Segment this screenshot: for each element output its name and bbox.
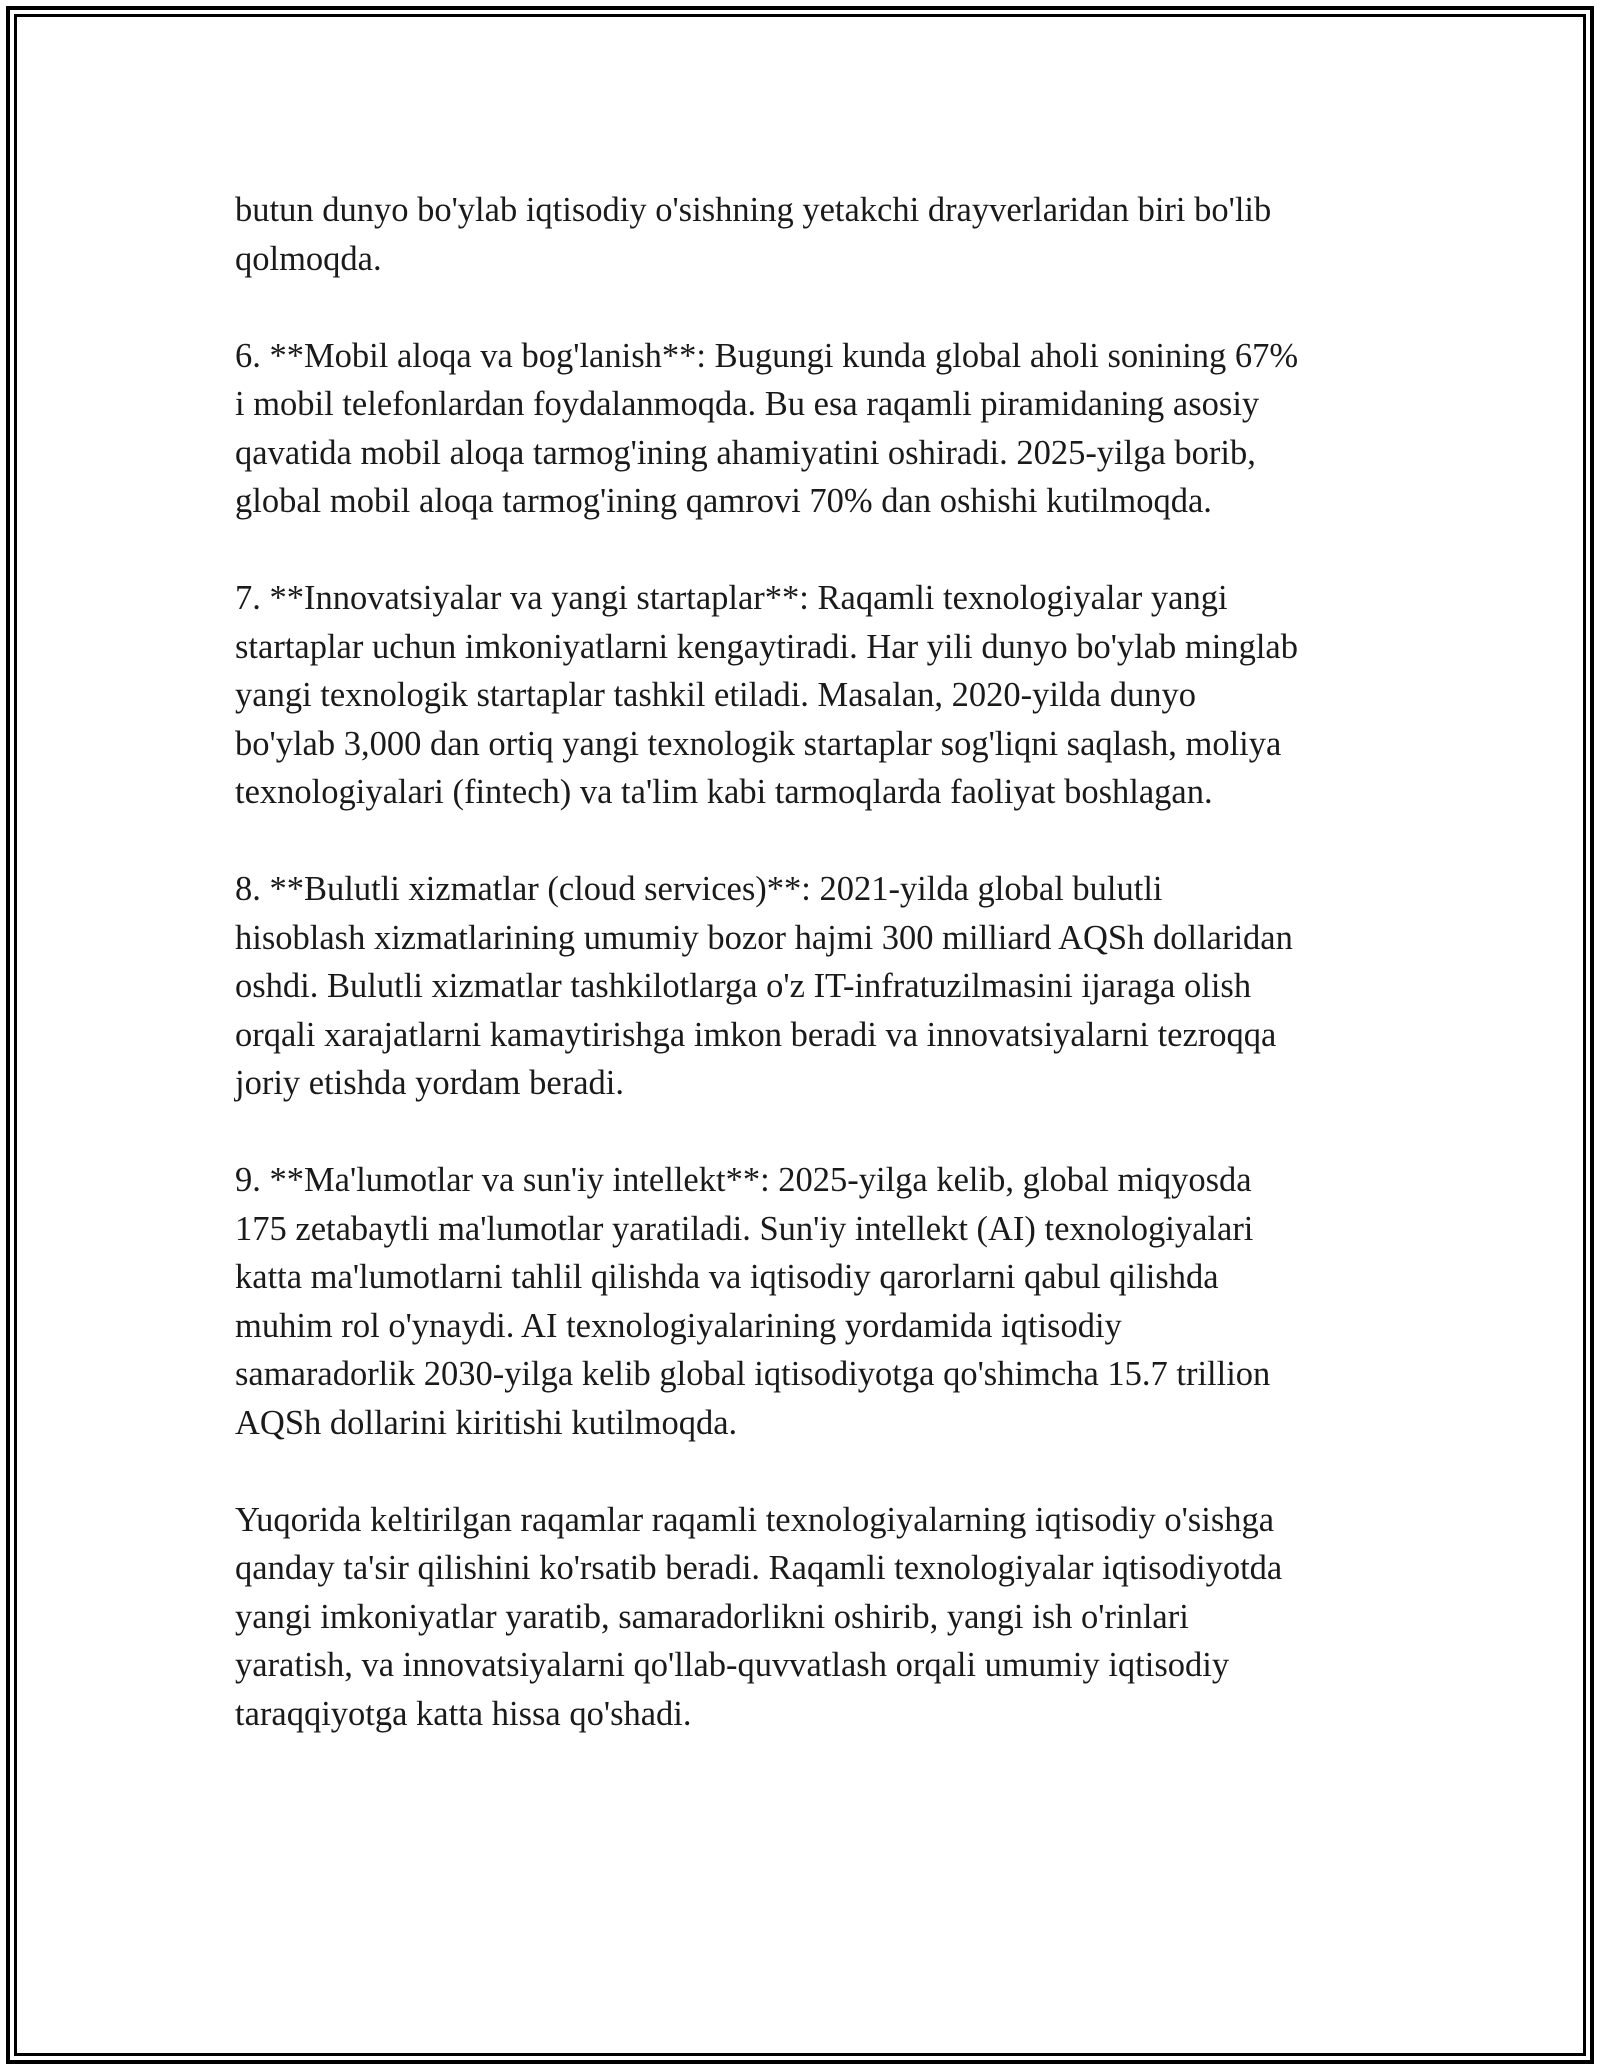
text-line: 6. **Mobil aloqa va bog'lanish**: Bugungi kunda global aholi sonining 67%: [235, 336, 1299, 375]
text-line: katta ma'lumotlarni tahlil qilishda va iqtisodiy qarorlarni qabul qilishda: [235, 1258, 1219, 1296]
text-line: 175 zetabaytli ma'lumotlar yaratiladi. Sun'iy intellekt (AI) texnologiyalari: [235, 1209, 1254, 1248]
text-line: 9. **Ma'lumotlar va sun'iy intellekt**: 2025-yilga kelib, global miqyosda: [235, 1161, 1252, 1199]
text-line: taraqqiyotga katta hissa qo'shadi.: [235, 1694, 692, 1733]
text-line: yaratish, va innovatsiyalarni qo'llab-quvvatlash orqali umumiy iqtisodiy: [235, 1646, 1230, 1684]
text-line: global mobil aloqa tarmog'ining qamrovi 70% dan oshishi kutilmoqda.: [235, 482, 1212, 520]
text-line: texnologiyalari (fintech) va ta'lim kabi tarmoqlarda faoliyat boshlagan.: [235, 773, 1213, 811]
text-line: 8. **Bulutli xizmatlar (cloud services)**: 2021-yilda global bulutli: [235, 870, 1163, 908]
text-line: oshdi. Bulutli xizmatlar tashkilotlarga o'z IT-infratuzilmasini ijaraga olish: [235, 967, 1252, 1005]
paragraph: [235, 574, 1375, 817]
text-line: AQSh dollarini kiritishi kutilmoqda.: [235, 1403, 738, 1442]
text-line: samaradorlik 2030-yilga kelib global iqtisodiyotga qo'shimcha 15.7 trillion: [235, 1355, 1271, 1393]
text-line: hisoblash xizmatlarining umumiy bozor hajmi 300 milliard AQSh dollaridan: [235, 918, 1293, 957]
paragraph: [235, 1156, 1375, 1447]
paragraph: [235, 332, 1375, 526]
paragraph: [235, 1496, 1375, 1739]
text-line: startaplar uchun imkoniyatlarni kengaytiradi. Har yili dunyo bo'ylab minglab: [235, 627, 1298, 666]
document-body: [235, 186, 1375, 1787]
text-line: bo'ylab 3,000 dan ortiq yangi texnologik startaplar sog'liqni saqlash, moliya: [235, 724, 1282, 763]
text-line: orqali xarajatlarni kamaytirishga imkon beradi va innovatsiyalarni tezroqqa: [235, 1015, 1277, 1054]
text-line: muhim rol o'ynaydi. AI texnologiyalarining yordamida iqtisodiy: [235, 1306, 1122, 1345]
text-line: butun dunyo bo'ylab iqtisodiy o'sishning yetakchi drayverlaridan biri bo'lib: [235, 191, 1272, 229]
text-line: qolmoqda.: [235, 239, 382, 278]
text-line: yangi imkoniyatlar yaratib, samaradorlikni oshirib, yangi ish o'rinlari: [235, 1597, 1189, 1636]
text-line: Yuqorida keltirilgan raqamlar raqamli texnologiyalarning iqtisodiy o'sishga: [235, 1500, 1275, 1539]
text-line: i mobil telefonlardan foydalanmoqda. Bu esa raqamli piramidaning asosiy: [235, 385, 1260, 423]
text-line: yangi texnologik startaplar tashkil etiladi. Masalan, 2020-yilda dunyo: [235, 676, 1196, 714]
paragraph: [235, 865, 1375, 1108]
text-line: qavatida mobil aloqa tarmog'ining ahamiyatini oshiradi. 2025-yilga borib,: [235, 433, 1256, 472]
text-line: 7. **Innovatsiyalar va yangi startaplar**: Raqamli texnologiyalar yangi: [235, 579, 1228, 617]
text-line: qanday ta'sir qilishini ko'rsatib beradi. Raqamli texnologiyalar iqtisodiyotda: [235, 1549, 1283, 1587]
text-line: joriy etishda yordam beradi.: [235, 1064, 624, 1102]
paragraph: [235, 186, 1375, 283]
